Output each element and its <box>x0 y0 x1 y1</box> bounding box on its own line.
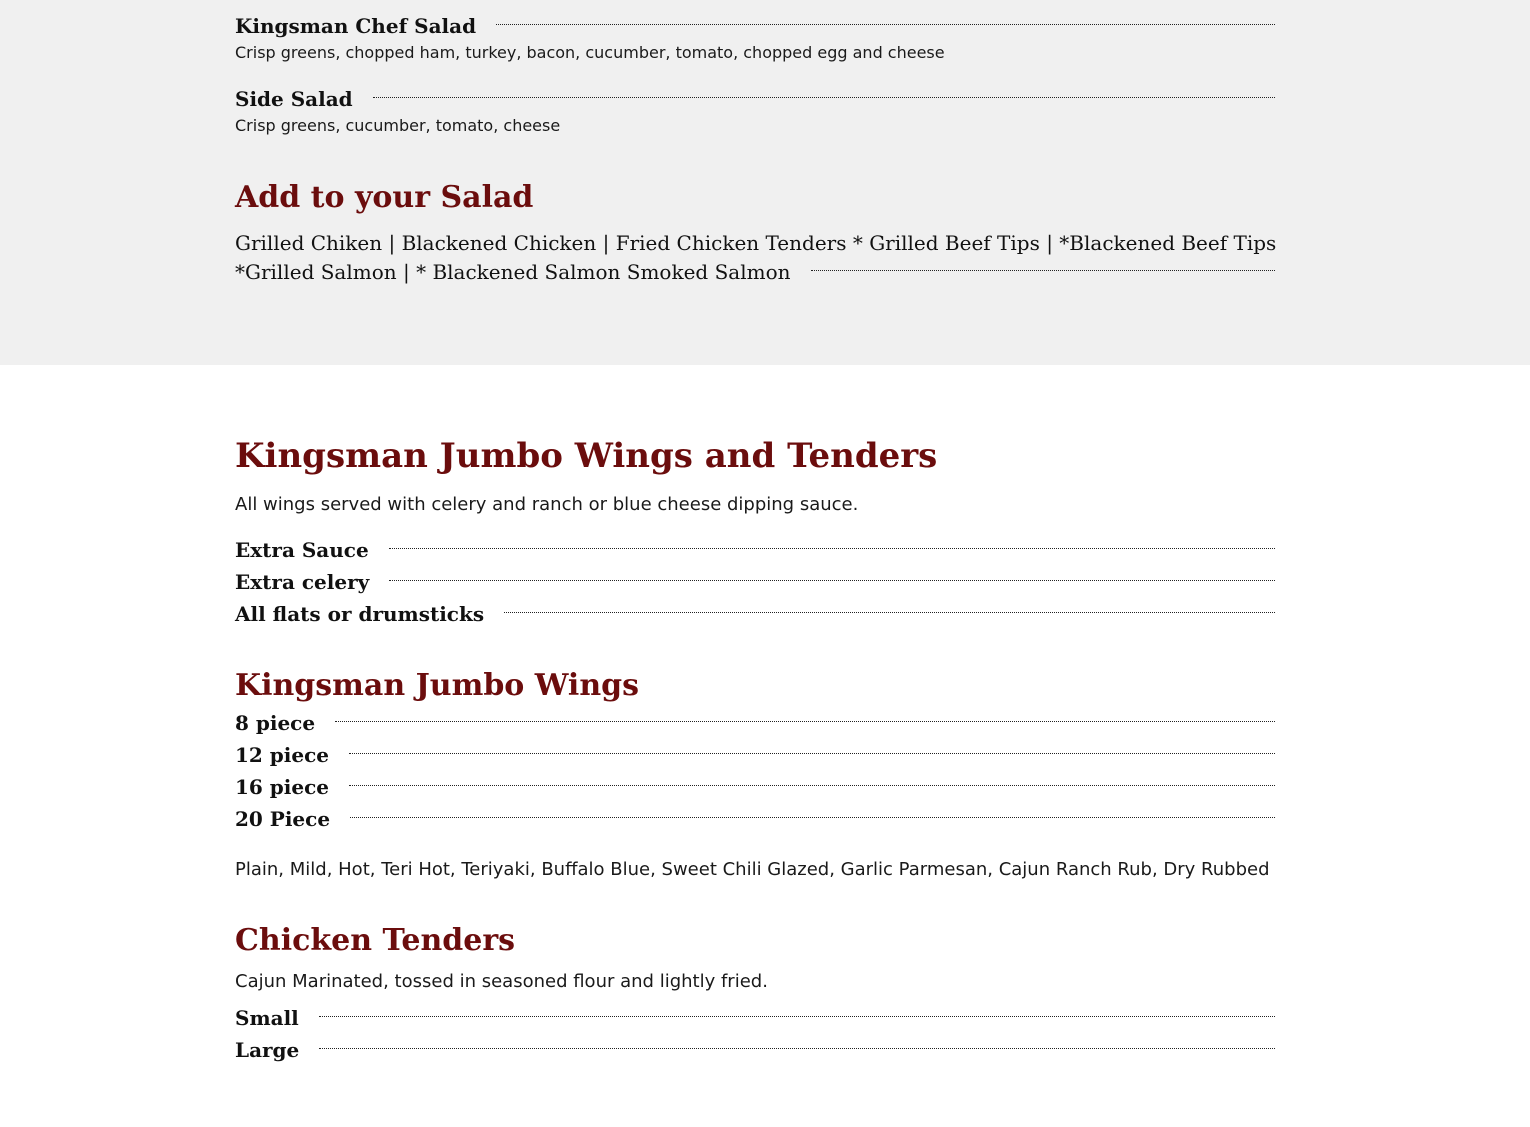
item-description: Crisp greens, chopped ham, turkey, bacon, cucumber, tomato, chopped egg and cheese <box>235 43 945 62</box>
dotted-leader <box>389 548 1275 549</box>
menu-item-12-piece <box>235 743 1275 767</box>
section-heading-add-to-salad: Add to your Salad <box>235 180 534 215</box>
section-heading-chicken-tenders: Chicken Tenders <box>235 923 516 958</box>
menu-item-20-piece <box>235 807 1275 831</box>
menu-item-8-piece <box>235 711 1275 735</box>
item-name: Kingsman Chef Salad <box>235 14 477 38</box>
item-name: Extra celery <box>235 570 370 594</box>
dotted-leader <box>504 612 1275 613</box>
item-name: *Grilled Salmon | * Blackened Salmon Smoked Salmon <box>235 260 791 284</box>
dotted-leader <box>319 1016 1275 1017</box>
dotted-leader <box>335 721 1275 722</box>
wings-intro-text: All wings served with celery and ranch or blue cheese dipping sauce. <box>235 494 859 515</box>
tenders-description: Cajun Marinated, tossed in seasoned flour and lightly fried. <box>235 971 768 992</box>
menu-item-16-piece <box>235 775 1275 799</box>
item-name: Side Salad <box>235 87 353 111</box>
item-name: Grilled Chiken | Blackened Chicken | Fried Chicken Tenders * Grilled Beef Tips | *Blackened Beef Tips <box>235 231 1277 255</box>
dotted-leader <box>319 1048 1275 1049</box>
item-name: Large <box>235 1038 300 1062</box>
menu-item-salad-addon-salmon <box>235 260 1275 284</box>
menu-item-chef-salad <box>235 14 1275 38</box>
menu-item-tenders-large <box>235 1038 1275 1062</box>
dotted-leader <box>350 817 1275 818</box>
item-description: Crisp greens, cucumber, tomato, cheese <box>235 116 561 135</box>
dotted-leader <box>811 270 1276 271</box>
dotted-leader <box>349 753 1275 754</box>
section-heading-wings-tenders: Kingsman Jumbo Wings and Tenders <box>235 436 938 476</box>
item-name: Small <box>235 1006 299 1030</box>
dotted-leader <box>373 97 1275 98</box>
dotted-leader <box>389 580 1275 581</box>
item-name: 12 piece <box>235 743 330 767</box>
item-name: 20 Piece <box>235 807 331 831</box>
menu-item-extra-sauce <box>235 538 1275 562</box>
menu-item-flats-drumsticks <box>235 602 1275 626</box>
item-name: All flats or drumsticks <box>235 602 485 626</box>
item-name: 16 piece <box>235 775 330 799</box>
wing-flavors-text: Plain, Mild, Hot, Teri Hot, Teriyaki, Buffalo Blue, Sweet Chili Glazed, Garlic Parmesan, Cajun Ranch Rub, Dry Rubbed <box>235 859 1270 880</box>
dotted-leader <box>496 24 1275 25</box>
menu-item-tenders-small <box>235 1006 1275 1030</box>
item-name: Extra Sauce <box>235 538 369 562</box>
menu-item-extra-celery <box>235 570 1275 594</box>
dotted-leader <box>349 785 1275 786</box>
section-heading-jumbo-wings: Kingsman Jumbo Wings <box>235 668 640 703</box>
item-name: 8 piece <box>235 711 316 735</box>
menu-item-side-salad <box>235 87 1275 111</box>
menu-item-salad-addon-proteins <box>235 231 1275 255</box>
